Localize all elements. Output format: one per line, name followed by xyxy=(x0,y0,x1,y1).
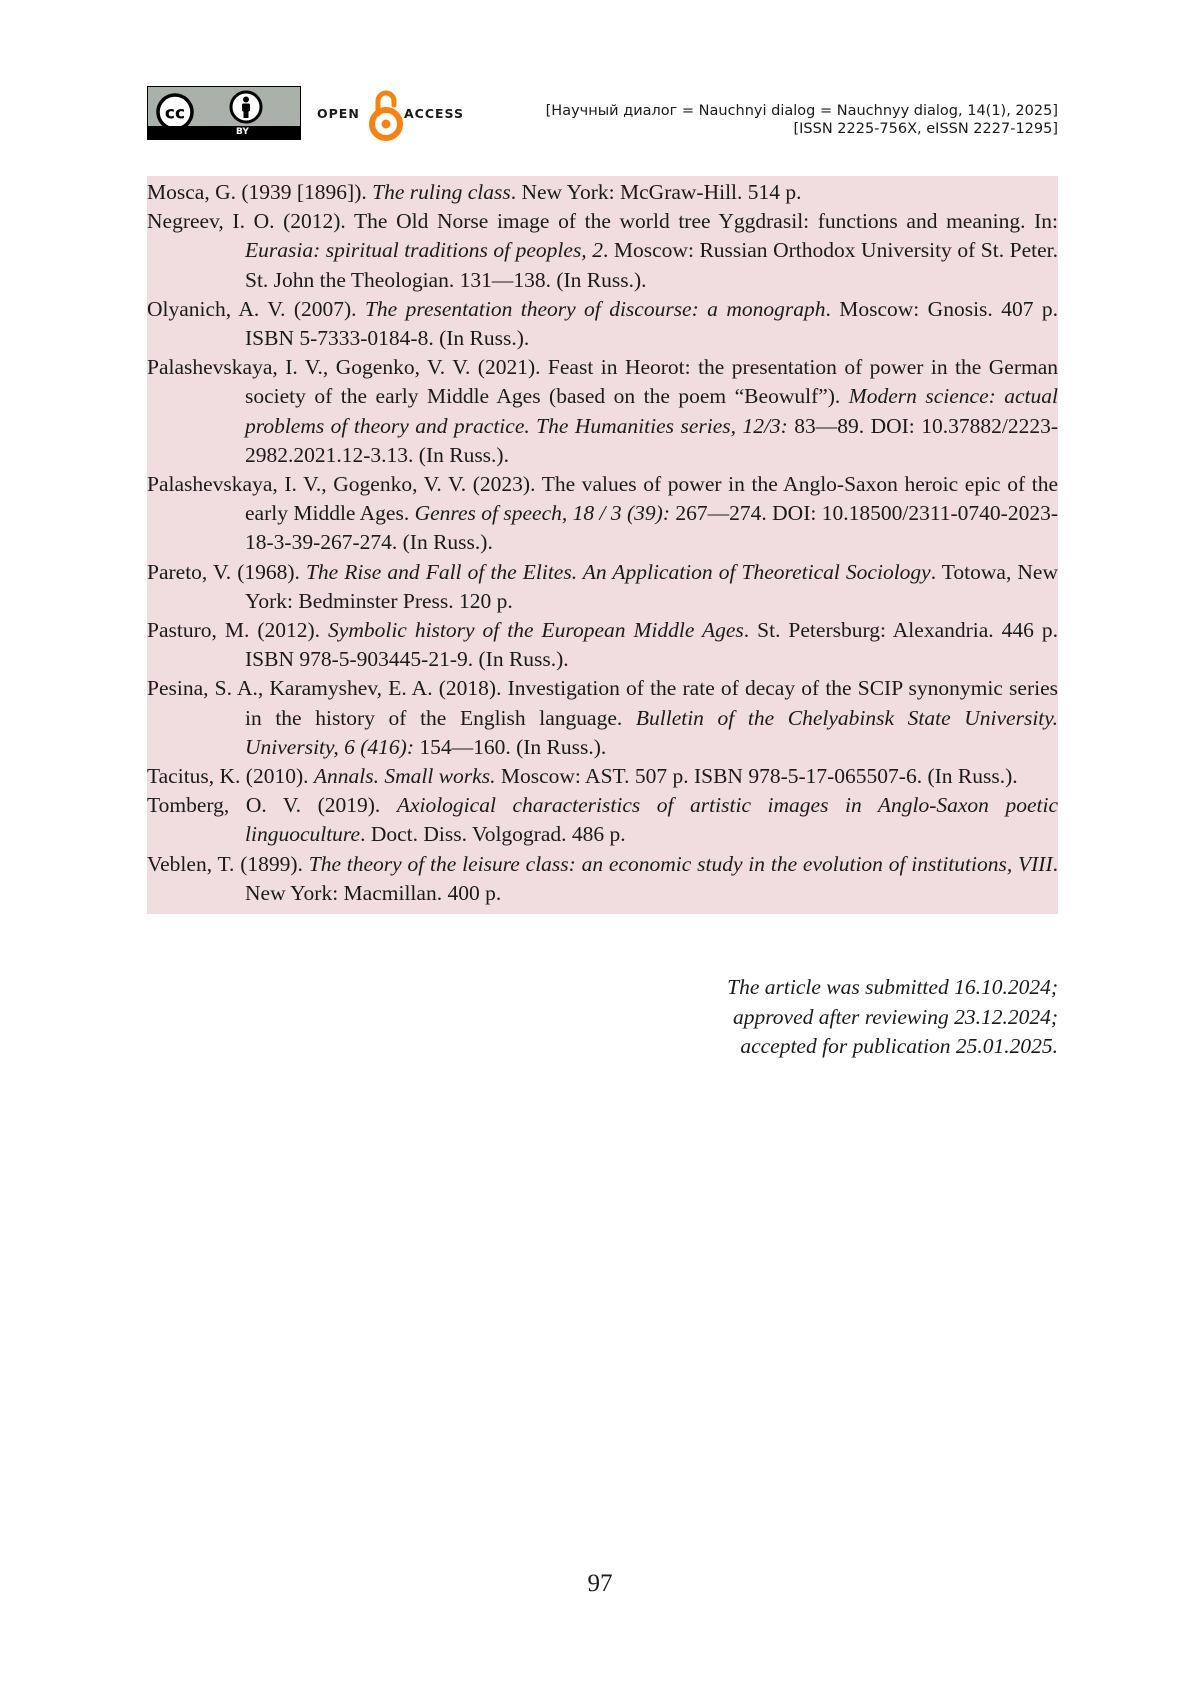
reference-text: Pesina, S. A., Karamyshev, E. A. (2018). Investigation of the rate of decay of the SCIP synonymic series in the history of the English language. xyxy=(147,676,1058,730)
reference-item xyxy=(147,295,1058,353)
reference-details: . Totowa, New York: Bedminster Press. 120 p. xyxy=(245,559,1058,613)
page-header xyxy=(147,86,1058,142)
reference-details: . St. Petersburg: Alexandria. 446 p. ISBN 978-5-903445-21-9. (In Russ.). xyxy=(245,618,1059,672)
journal-meta xyxy=(546,102,1058,138)
reference-details: . Moscow: Gnosis. 407 p. ISBN 5-7333-0184-8. (In Russ.). xyxy=(245,296,1058,351)
reference-details: Moscow: AST. 507 p. ISBN 978-5-17-065507-6. (In Russ.). xyxy=(495,764,1018,789)
reference-details: 267—274. DOI: 10.18500/2311-0740-2023-18-3-39-267-274. (In Russ.). xyxy=(245,501,1059,555)
open-access-word-open: OPEN xyxy=(317,106,360,121)
reference-item xyxy=(147,791,1058,849)
reference-text: Tacitus, K. (2010). xyxy=(147,764,314,789)
reference-title: Modern science: actual problems of theory and practice. The Humanities series, 12/3: xyxy=(245,384,1058,438)
svg-text:cc: cc xyxy=(164,103,186,124)
reference-item xyxy=(147,470,1058,558)
reference-details: 154—160. (In Russ.). xyxy=(413,734,607,759)
reference-item xyxy=(147,616,1058,674)
reference-text: Pasturo, M. (2012). xyxy=(147,618,329,643)
journal-issn: [ISSN 2225-756X, eISSN 2227-1295] xyxy=(793,121,1058,137)
reference-item xyxy=(147,353,1058,470)
reference-item xyxy=(147,207,1058,295)
attribution-person-icon xyxy=(231,92,261,122)
reference-text: Olyanich, A. V. (2007). xyxy=(147,296,365,321)
reference-title: Bulletin of the Chelyabinsk State University. University, 6 (416): xyxy=(245,705,1059,759)
reference-title: The ruling class xyxy=(372,180,511,204)
page-number: 97 xyxy=(587,1570,613,1597)
reference-list xyxy=(147,176,1058,914)
reference-title: The theory of the leisure class: an economic study in the evolution of institutions, VIII xyxy=(308,851,1053,876)
cc-icon xyxy=(148,87,301,129)
cc-by-label: BY xyxy=(236,127,249,137)
reference-item xyxy=(147,558,1058,616)
reference-title: Eurasia: spiritual traditions of peoples, 2 xyxy=(245,238,603,263)
reference-item xyxy=(147,762,1058,791)
reference-title: The presentation theory of discourse: a monograph xyxy=(364,296,826,321)
reference-details: 83—89. DOI: 10.37882/2223-2982.2021.12-3.13. (In Russ.). xyxy=(245,413,1058,467)
reference-title: Axiological characteristics of artistic images in Anglo-Saxon poetic linguoculture xyxy=(245,793,1058,847)
reference-details: . Moscow: Russian Orthodox University of St. Peter. St. John the Theologian. 131—138. (In Russ.). xyxy=(245,238,1059,292)
journal-citation: [Научный диалог = Nauchnyi dialog = Nauchnyy dialog, 14(1), 2025] xyxy=(545,103,1058,119)
reference-item xyxy=(147,674,1058,762)
reference-details: . Doct. Diss. Volgograd. 486 p. xyxy=(360,822,626,847)
reference-item xyxy=(147,850,1058,908)
submission-line: approved after reviewing 23.12.2024; xyxy=(732,1004,1058,1029)
reference-title: The Rise and Fall of the Elites. An Application of Theoretical Sociology xyxy=(305,559,931,584)
reference-title: Annals. Small works. xyxy=(313,764,496,789)
open-access-word-access: ACCESS xyxy=(404,106,465,121)
reference-item xyxy=(147,178,1058,207)
reference-text: Veblen, T. (1899). xyxy=(147,851,309,876)
reference-details: . New York: Macmillan. 400 p. xyxy=(245,851,1059,905)
reference-title: Symbolic history of the European Middle Ages xyxy=(328,618,744,643)
reference-text: Mosca, G. (1939 [1896]). xyxy=(147,180,373,204)
reference-title: Genres of speech, 18 / 3 (39): xyxy=(414,501,671,526)
reference-text: Negreev, I. O. (2012). The Old Norse image of the world tree Yggdrasil: functions and meaning. In: xyxy=(147,209,1058,234)
submission-line: accepted for publication 25.01.2025. xyxy=(740,1034,1058,1058)
open-lock-icon xyxy=(369,86,403,142)
reference-text: Pareto, V. (1968). xyxy=(147,559,306,584)
submission-line: The article was submitted 16.10.2024; xyxy=(727,975,1058,999)
reference-details: . New York: McGraw-Hill. 514 p. xyxy=(510,180,802,204)
reference-text: Tomberg, O. V. (2019). xyxy=(147,793,397,818)
submission-info xyxy=(727,973,1058,1062)
reference-text: Palashevskaya, I. V., Gogenko, V. V. (2023). The values of power in the Anglo-Saxon heroic epic of the early Middle Ages. xyxy=(147,472,1058,526)
reference-text: Palashevskaya, I. V., Gogenko, V. V. (2021). Feast in Heorot: the presentation of power in the German society of the early Middle Ages (based on the poem “Beowulf”). xyxy=(147,355,1058,409)
cc-by-license-badge xyxy=(147,86,301,140)
